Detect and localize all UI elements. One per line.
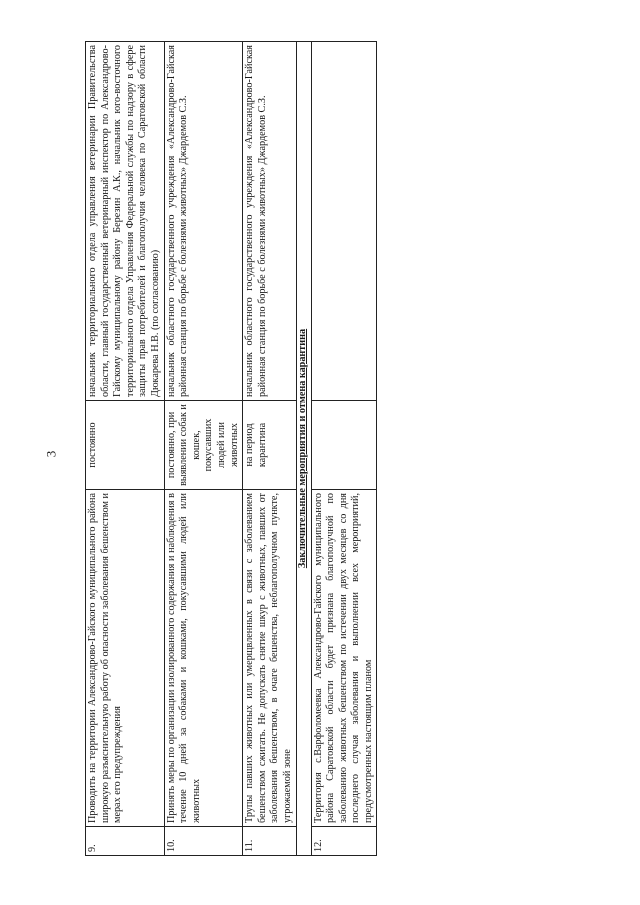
section-title: Заключительные мероприятия и отмена карантина xyxy=(296,328,308,569)
row-number: 9. xyxy=(86,827,165,856)
responsible-cell: начальник областного государственного учреждения «Александрово-Гайская районная станция по борьбе с болезнями животных» Джардемов С.З. xyxy=(243,42,296,401)
measure-cell: Проводить на территории Александрово-Гайского муниципального района широкую разъяснительную работу об опасности заболевания бешенством и мерах его предупреждения xyxy=(86,490,165,827)
responsible-cell xyxy=(311,42,377,401)
table-row xyxy=(311,42,377,856)
responsible-cell: начальник областного государственного учреждения «Александрово-Гайская районная станция по борьбе с болезнями животных» Джардемов С.З. xyxy=(164,42,243,401)
plan-table xyxy=(85,41,377,856)
measure-cell: Территория с.Варфоломеевка Александрово-Гайского муниципального района Саратовской области будет признана благополучной по заболеванию животных бешенством по истечении двух месяцев со дня последнего случая заболевания и выполнении всех мероприятий, предусмотренных настоящим планом xyxy=(311,490,377,827)
measure-cell: Трупы павших животных или умерщвленных в связи с заболеванием бешенством сжигать. Не допускать снятие шкур с животных, павших от заболевания бешенством, в очаге бешенства, неблагополучном пункте, угрожаемой зоне xyxy=(243,490,296,827)
row-number: 12. xyxy=(311,827,377,856)
table-row xyxy=(164,42,243,856)
table-row xyxy=(243,42,296,856)
rotated-page-content xyxy=(85,44,455,856)
term-cell: постоянно xyxy=(86,401,165,490)
term-cell xyxy=(311,401,377,490)
measure-cell: Принять меры по организации изолированного содержания и наблюдения в течение 10 дней за собаками и кошками, покусавшими людей или животных xyxy=(164,490,243,827)
row-number: 10. xyxy=(164,827,243,856)
section-header-cell xyxy=(296,42,311,856)
page-number: 3 xyxy=(43,450,59,458)
term-cell: на период карантина xyxy=(243,401,296,490)
table-row xyxy=(86,42,165,856)
term-cell: постоянно, при выявлении собак и кошек, покусавших людей или животных xyxy=(164,401,243,490)
responsible-cell: начальник территориального отдела управления ветеринарии Правительства области, главный государственный ветеринарный инспектор по Александрово-Гайскому муниципальному району Березин А.К., начальник юго-восточного территориального отдела Управления Федеральной службы по надзору в сфере защиты прав потребителей и благополучия человека по Саратовской области Дюкарева Н.В. (по согласованию) xyxy=(86,42,165,401)
row-number: 11. xyxy=(243,827,296,856)
section-header-row xyxy=(296,42,311,856)
